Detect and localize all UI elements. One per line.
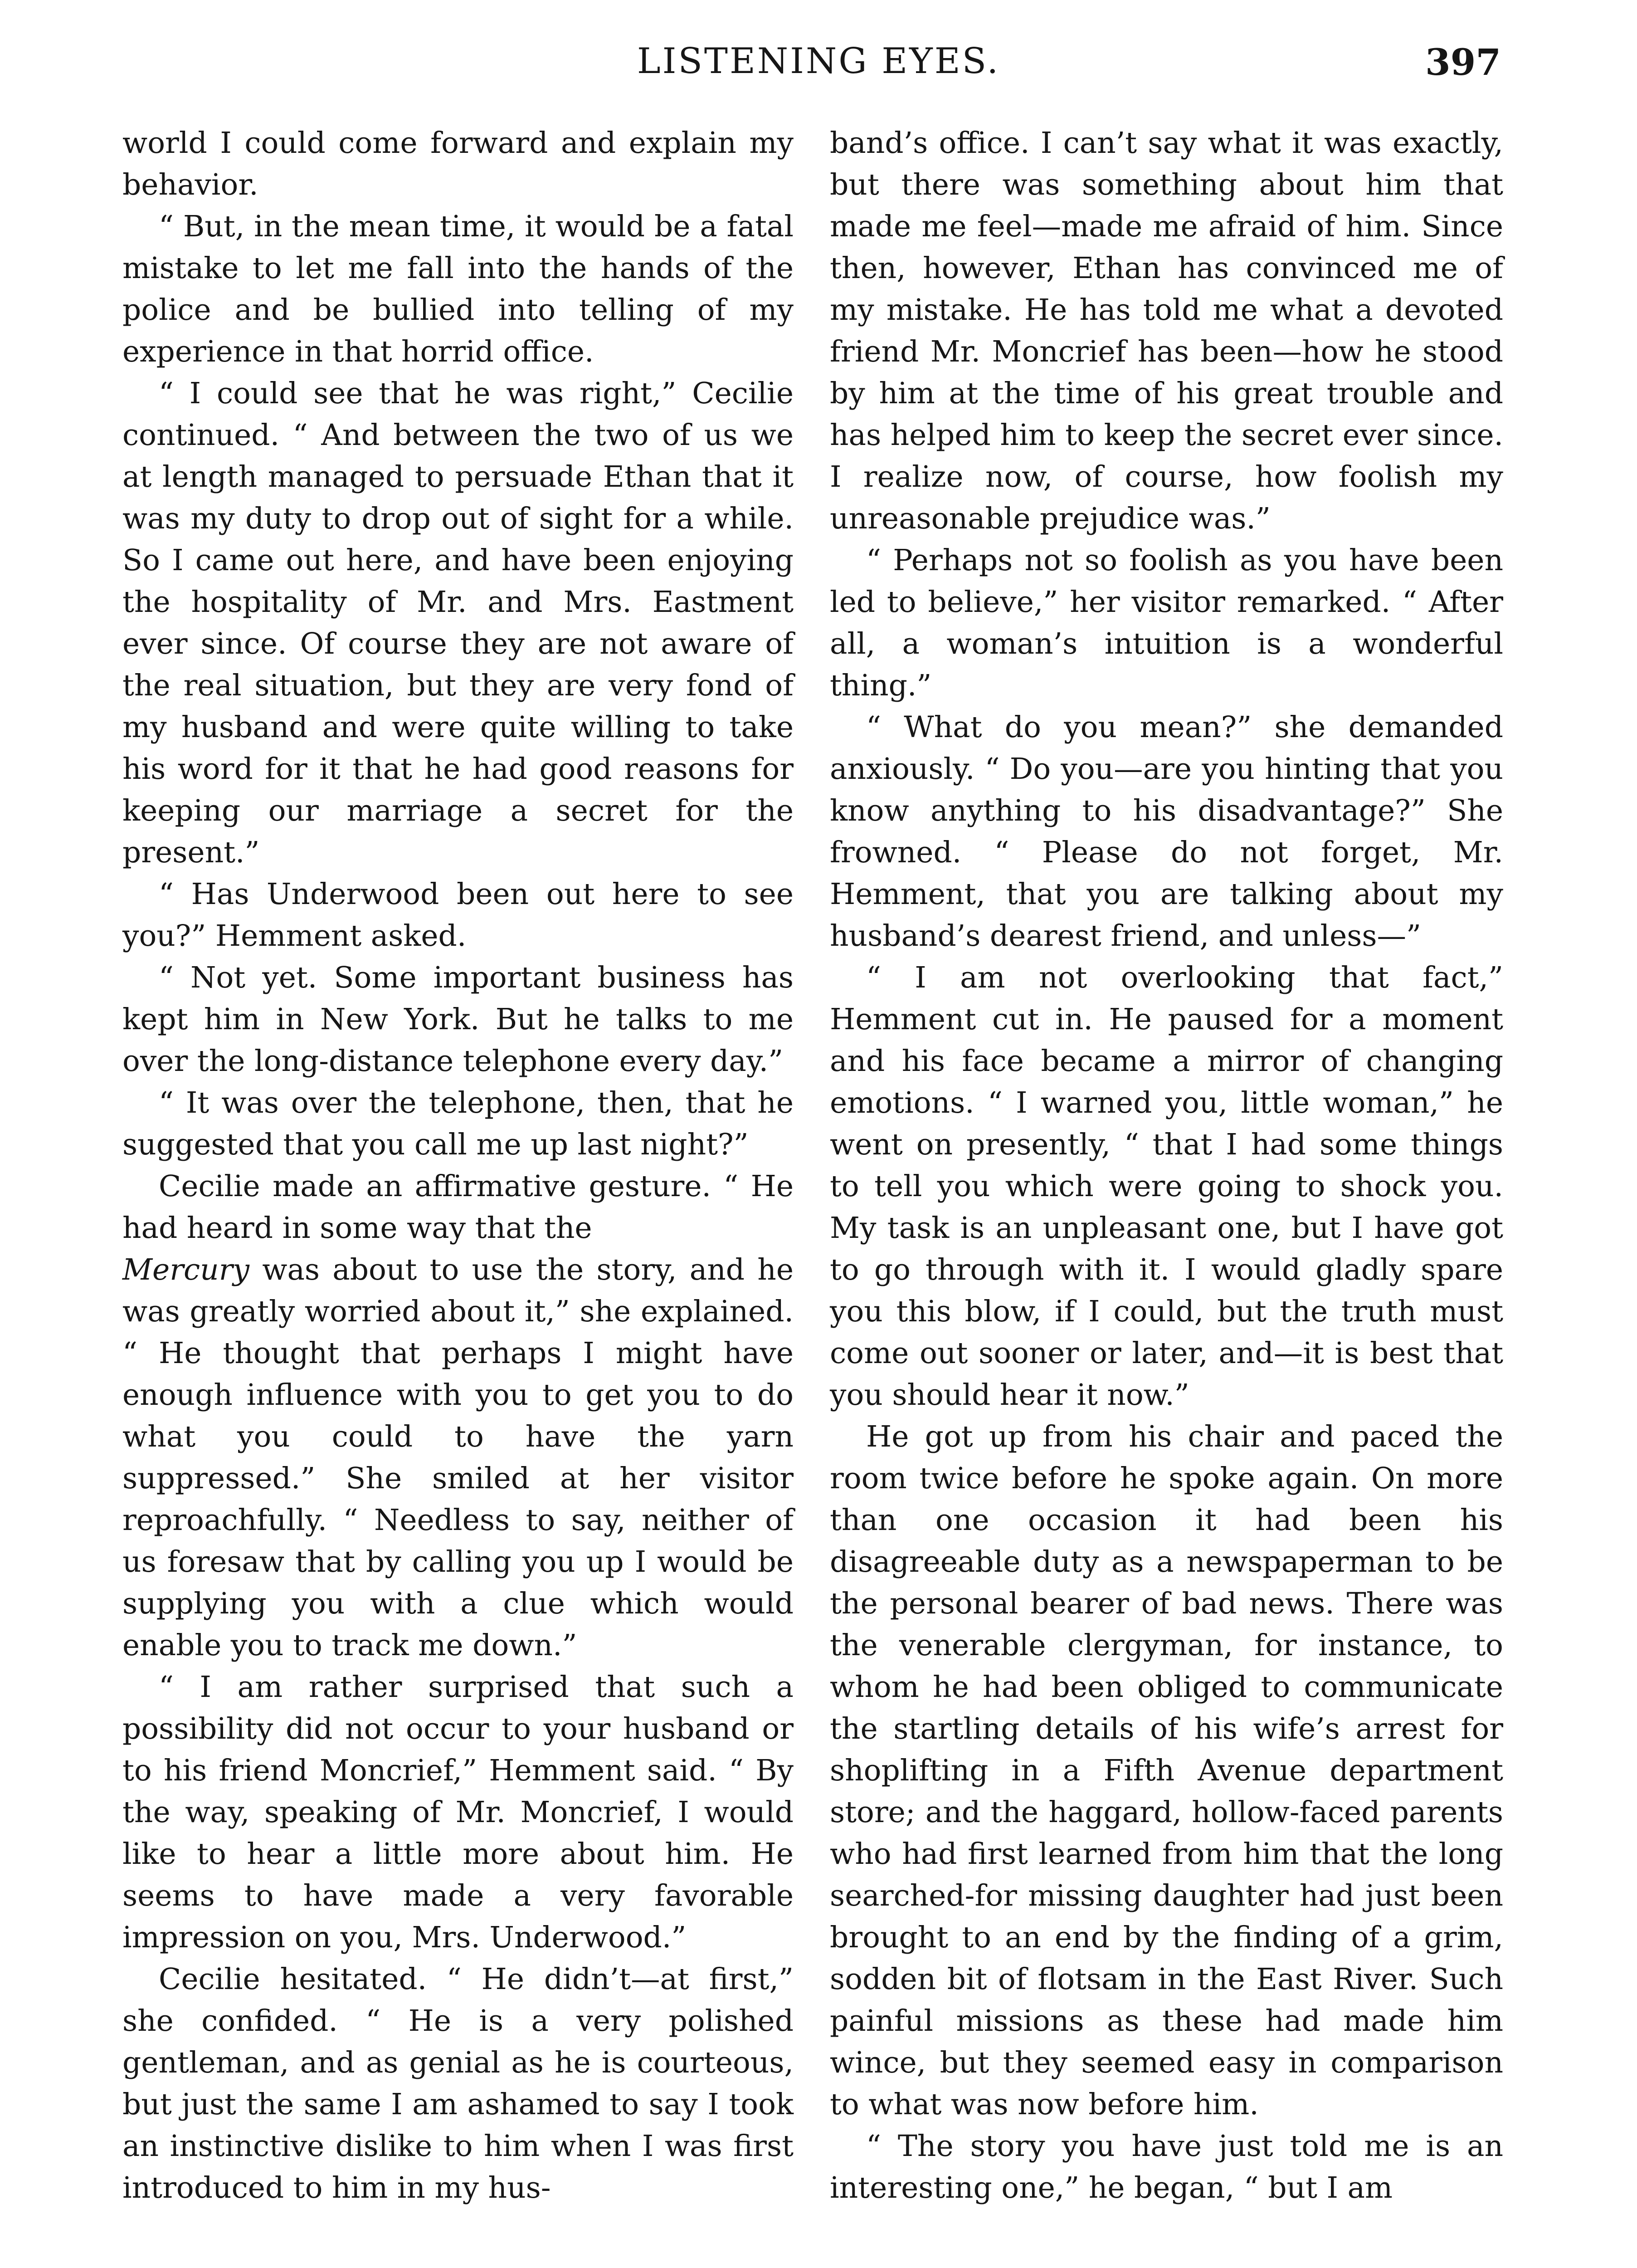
paragraph-rest: was about to use the story, and he was greatly worried about it,” she explained. “ He thought that perhaps I might have enough influence with you to get you to do what you could to have the yarn suppressed.” She smiled at her visitor reproachfully. “ Needless to say, neither of us foresaw that by calling you up I would be supplying you with a clue which would enable you to track me down.” [122,1253,794,1662]
paragraph: “ But, in the mean time, it would be a fatal mistake to let me fall into the hands of the police and be bullied into telling of my experience in that horrid office. [122,210,794,369]
paragraph: “ Has Underwood been out here to see you?” Hemment asked. [122,877,794,953]
left-column [122,122,794,2268]
paragraph: “ I am not overlooking that fact,” Hemment cut in. He paused for a moment and his face became a mirror of changing emotions. “ I warned you, little woman,” he went on presently, “ that I had some things to tell you which were going to shock you. My task is an unpleasant one, but I have got to go through with it. I would gladly spare you this blow, if I could, but the truth must come out sooner or later, and—it is best that you should hear it now.” [830,961,1503,1412]
paragraph: Cecilie hesitated. “ He didn’t—at first,” she confided. “ He is a very polished gentleman, and as genial as he is courteous, but just the same I am ashamed to say I took an instinctive dislike to him when I was first introduced to him in my hus- [122,1962,794,2205]
paragraph: band’s office. I can’t say what it was exactly, but there was something about him that made me feel—made me afraid of him. Since then, however, Ethan has convinced me of my mistake. He has told me what a devoted friend Mr. Moncrief has been—how he stood by him at the time of his great trouble and has helped him to keep the secret ever since. I realize now, of course, how foolish my unreasonable prejudice was.” [830,126,1503,536]
paragraph [122,1249,794,1667]
paragraph: “ I am rather surprised that such a possibility did not occur to your husband or to his friend Moncrief,” Hemment said. “ By the way, speaking of Mr. Moncrief, I would like to hear a little more about him. He seems to have made a very favorable impression on you, Mrs. Underwood.” [122,1670,794,1955]
paragraph: “ The story you have just told me is an interesting one,” he began, “ but I am [830,2129,1503,2205]
paragraph: “ It was over the telephone, then, that he suggested that you call me up last night?” [122,1086,794,1162]
paragraph: “ Perhaps not so foolish as you have been led to believe,” her visitor remarked. “ After all, a woman’s intuition is a wonderful thing.” [830,543,1503,703]
newspaper-name: Mercury [122,1253,249,1287]
paragraph: “ Not yet. Some important business has kept him in New York. But he talks to me over the long-distance telephone every day.” [122,961,794,1078]
page-header [0,41,1637,95]
paragraph: Cecilie made an affirmative gesture. “ He had heard in some way that the [122,1169,794,1245]
paragraph: world I could come forward and explain my behavior. [122,126,794,202]
running-title: LISTENING EYES. [637,41,1000,82]
paragraph: “ What do you mean?” she demanded anxiously. “ Do you—are you hinting that you know anything to his disadvantage?” She frowned. “ Please do not forget, Mr. Hemment, that you are talking about my husband’s dearest friend, and unless—” [830,710,1503,953]
paragraph: “ I could see that he was right,” Cecilie continued. “ And between the two of us we at length managed to persuade Ethan that it was my duty to drop out of sight for a while. So I came out here, and have been enjoying the hospitality of Mr. and Mrs. Eastment ever since. Of course they are not aware of the real situation, but they are very fond of my husband and were quite willing to take his word for it that he had good reasons for keeping our marriage a secret for the present.” [122,376,794,870]
paragraph: He got up from his chair and paced the room twice before he spoke again. On more than one occasion it had been his disagreeable duty as a newspaperman to be the personal bearer of bad news. There was the venerable clergyman, for instance, to whom he had been obliged to communicate the startling details of his wife’s arrest for shoplifting in a Fifth Avenue department store; and the haggard, hollow-faced parents who had first learned from him that the long searched-for missing daughter had just been brought to an end by the finding of a grim, sodden bit of flotsam in the East River. Such painful missions as these had made him wince, but they seemed easy in comparison to what was now before him. [830,1420,1503,2121]
right-column [830,122,1503,2268]
page-number: 397 [1425,41,1501,83]
